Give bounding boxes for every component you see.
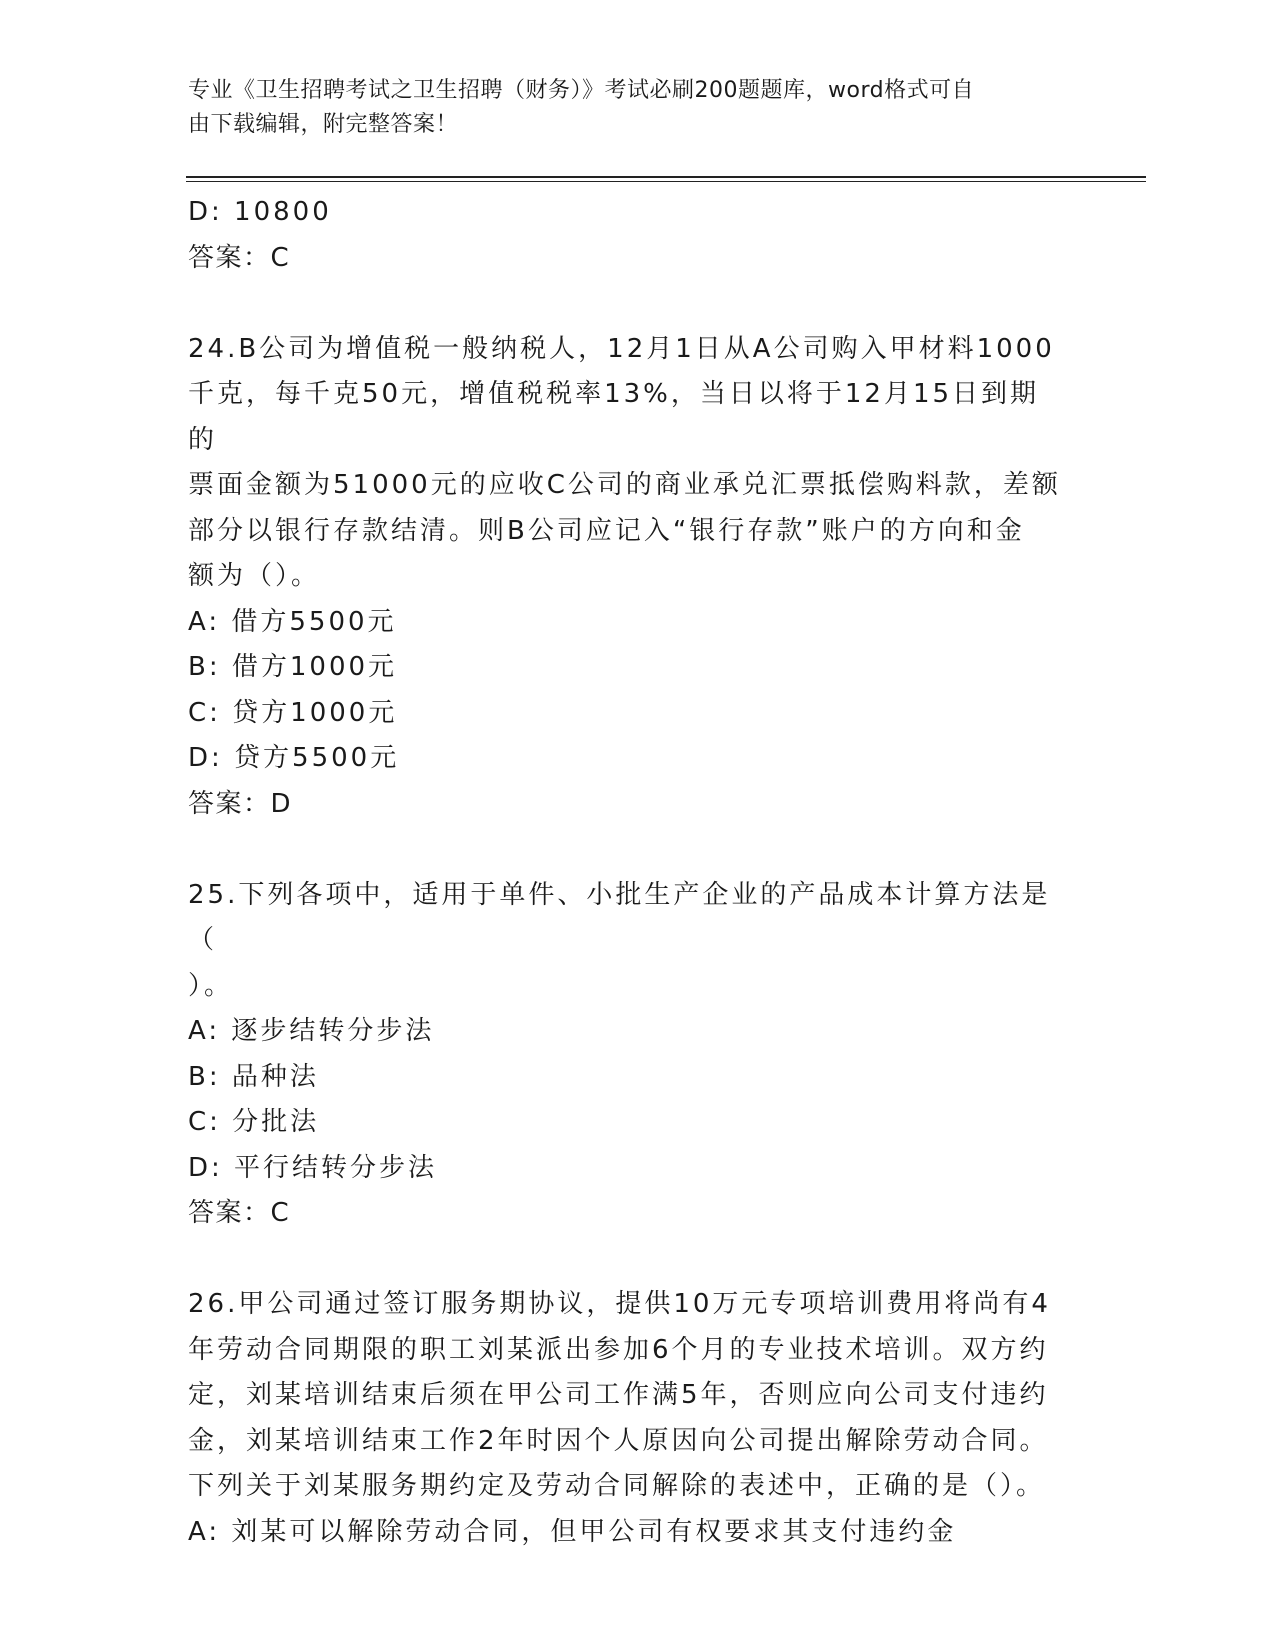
document-body — [188, 190, 1068, 1555]
question-line: 26.甲公司通过签订服务期协议，提供10万元专项培训费用将尚有4 — [188, 1289, 1051, 1319]
question-line: 25.下列各项中，适用于单件、小批生产企业的产品成本计算方法是（ — [188, 879, 1051, 955]
question-line: ）。 — [188, 970, 234, 1001]
spacer — [188, 281, 1068, 327]
question-line: 金，刘某培训结束工作2年时因个人原因向公司提出解除劳动合同。 — [188, 1425, 1049, 1456]
question-line: 年劳动合同期限的职工刘某派出参加6个月的专业技术培训。双方约 — [188, 1334, 1049, 1365]
spacer — [188, 827, 1068, 873]
question-25 — [188, 873, 1068, 1237]
question-line: 额为（）。 — [188, 561, 321, 591]
question-line: 下列关于刘某服务期约定及劳动合同解除的表述中，正确的是（）。 — [188, 1471, 1046, 1501]
question-line: 票面金额为51000元的应收C公司的商业承兑汇票抵偿购料款，差额 — [188, 470, 1061, 500]
header-line-2: 由下载编辑，附完整答案！ — [188, 112, 459, 137]
option-b: B: 借方1000元 — [188, 652, 398, 682]
question-line: 定，刘某培训结束后须在甲公司工作满5年，否则应向公司支付违约 — [188, 1380, 1049, 1410]
answer: 答案：C — [188, 1198, 291, 1228]
option-a: A: 刘某可以解除劳动合同，但甲公司有权要求其支付违约金 — [188, 1516, 957, 1547]
answer: 答案：C — [188, 242, 291, 273]
question-26 — [188, 1282, 1068, 1555]
question-line: 部分以银行存款结清。则B公司应记入“银行存款”账户的方向和金 — [188, 515, 1025, 546]
header-rule-thin — [186, 181, 1146, 182]
option-c: C: 贷方1000元 — [188, 697, 398, 728]
spacer — [188, 1237, 1068, 1283]
option-c: C: 分批法 — [188, 1107, 320, 1137]
option-a: A: 借方5500元 — [188, 606, 397, 637]
option-d: D: 贷方5500元 — [188, 743, 400, 773]
option-d: D: 10800 — [188, 197, 332, 227]
question-line: 24.B公司为增值税一般纳税人，12月1日从A公司购入甲材料1000 — [188, 333, 1055, 364]
option-b: B: 品种法 — [188, 1061, 319, 1092]
answer: 答案：D — [188, 788, 293, 819]
header-rule-thick — [186, 176, 1146, 178]
question-line: 千克，每千克50元，增值税税率13%，当日以将于12月15日到期的 — [188, 379, 1040, 455]
document-header — [188, 74, 1068, 142]
option-a: A: 逐步结转分步法 — [188, 1016, 435, 1046]
option-d: D: 平行结转分步法 — [188, 1152, 438, 1183]
question-24 — [188, 327, 1068, 828]
header-line-1: 专业《卫生招聘考试之卫生招聘（财务）》考试必刷200题题库，word格式可自 — [188, 78, 975, 103]
